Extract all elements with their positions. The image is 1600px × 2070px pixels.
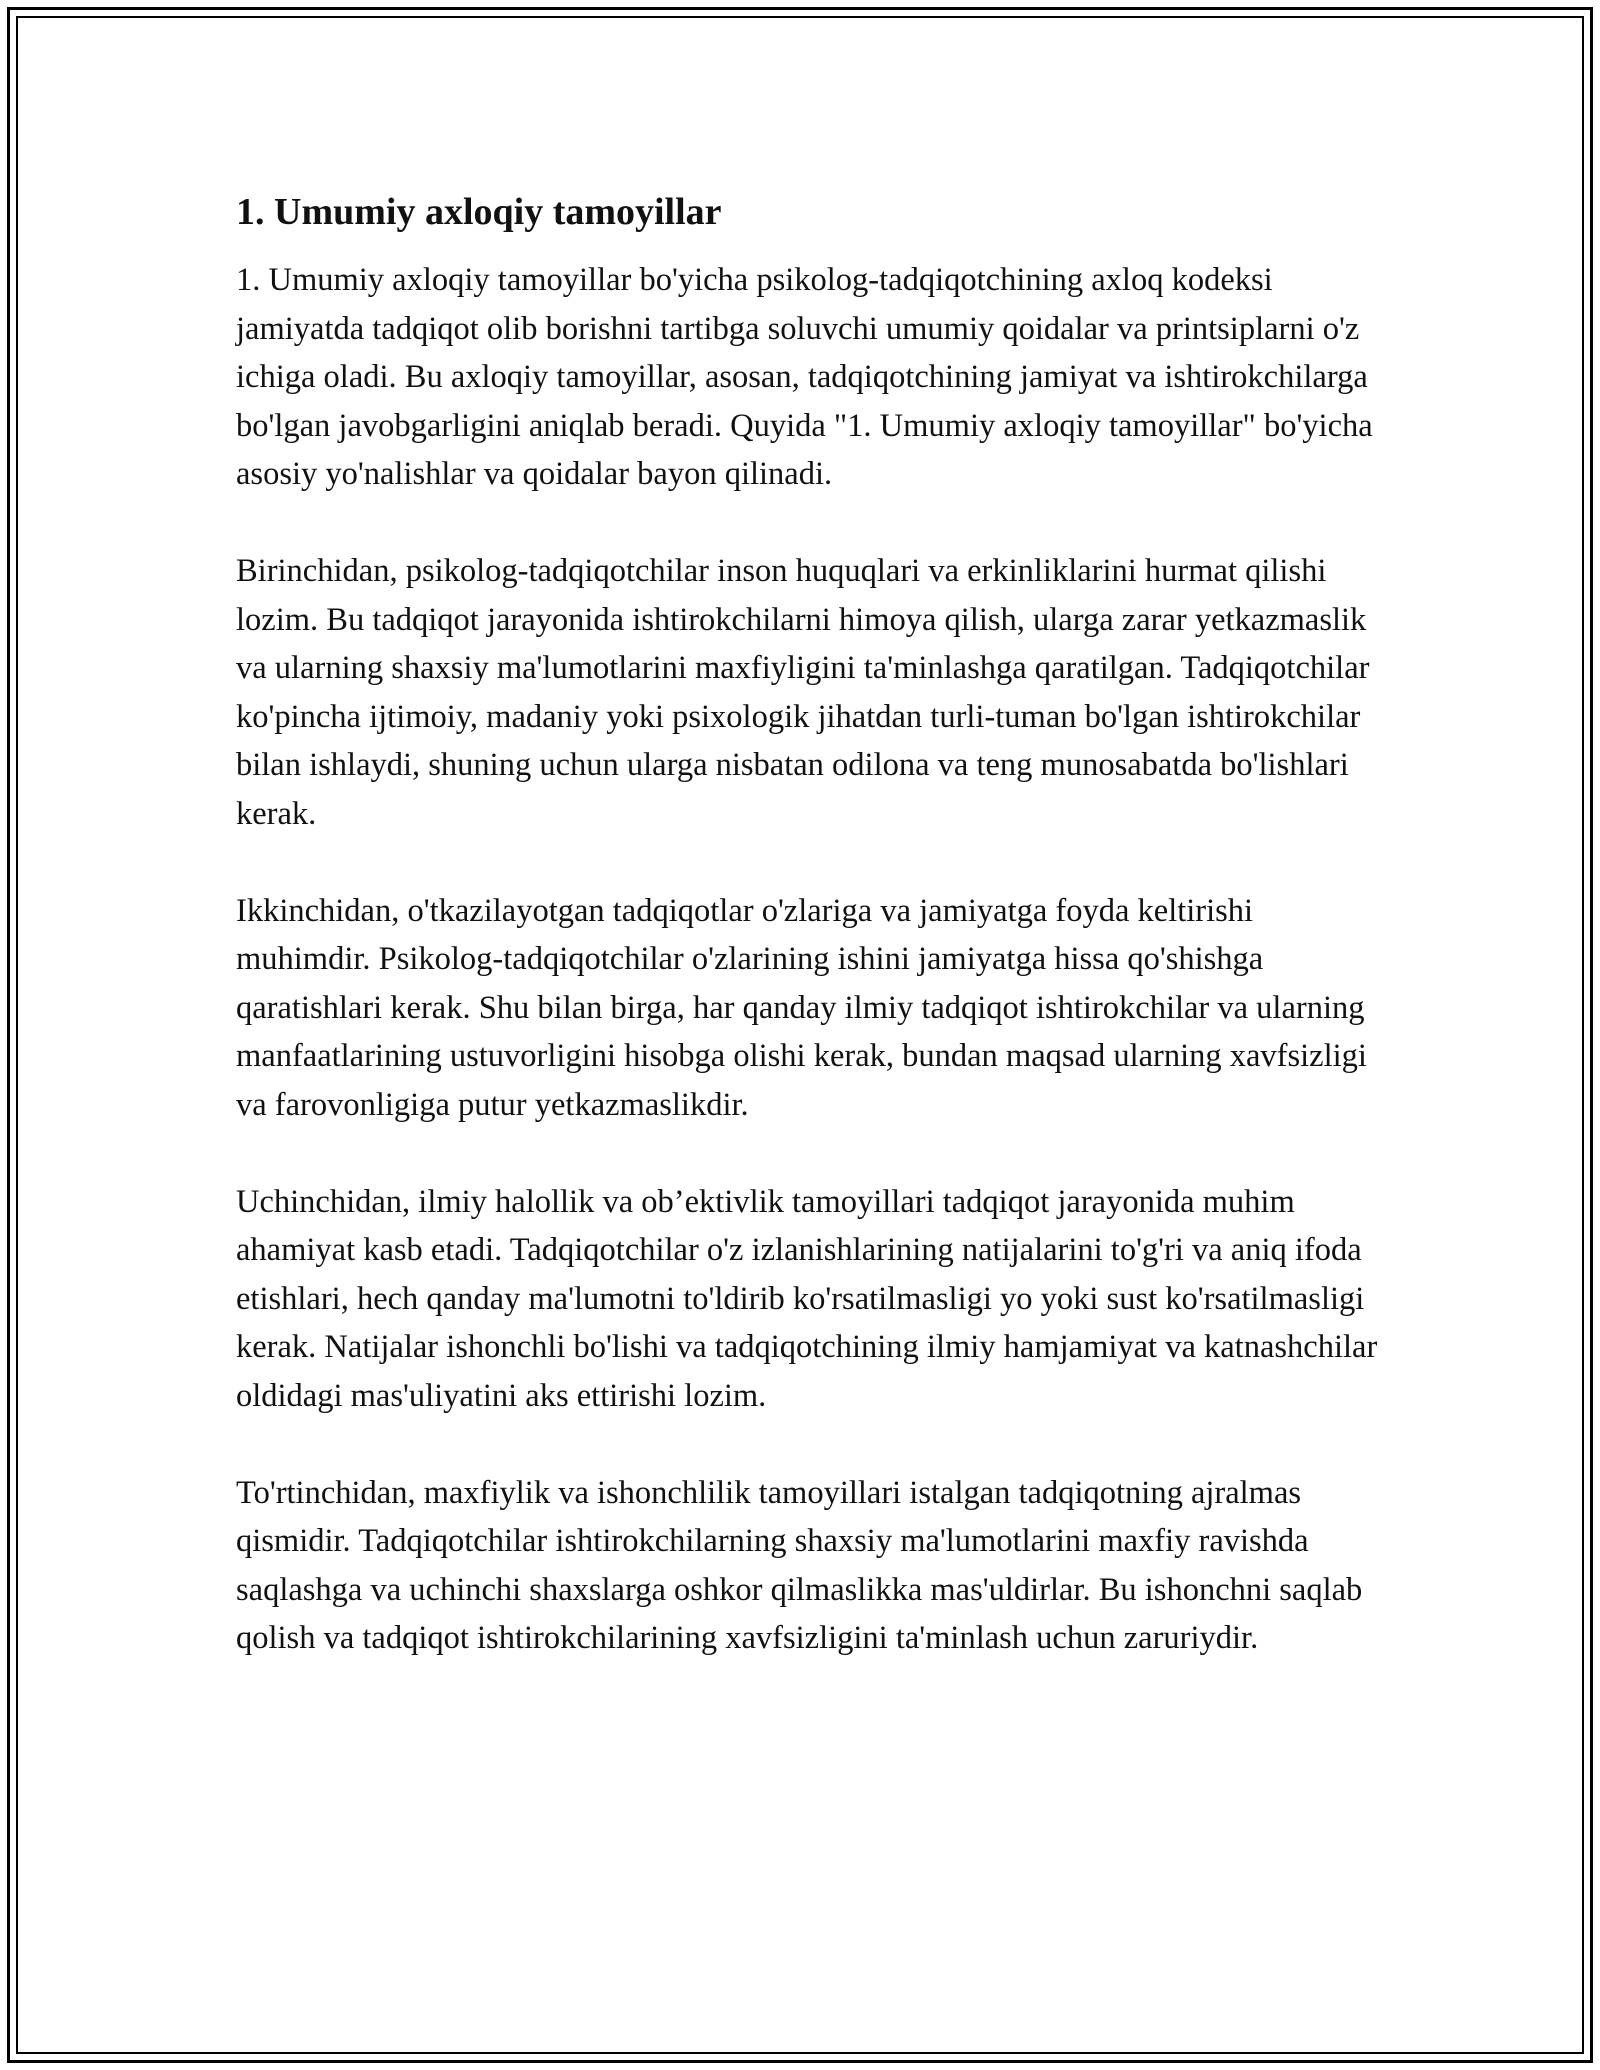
document-body [236, 188, 1386, 1663]
paragraph-second: Ikkinchidan, o'tkazilayotgan tadqiqotlar o'zlariga va jamiyatga foyda keltirishi muhimdir. Psikolog-tadqiqotchilar o'zlarining ishini jamiyatga hissa qo'shishga qaratishlari kerak. Shu bilan birga, har qanday ilmiy tadqiqot ishtirokchilar va ularning manfaatlarining ustuvorligini hisobga olishi kerak, bundan maqsad ularning xavfsizligi va farovonligiga putur yetkazmaslikdir. [236, 892, 1367, 1123]
paragraph-third: Uchinchidan, ilmiy halollik va ob’ektivlik tamoyillari tadqiqot jarayonida muhim ahamiyat kasb etadi. Tadqiqotchilar o'z izlanishlarining natijalarini to'g'ri va aniq ifoda etishlari, hech qanday ma'lumotni to'ldirib ko'rsatilmasligi yo yoki sust ko'rsatilmasligi kerak. Natijalar ishonchli bo'lishi va tadqiqotchining ilmiy hamjamiyat va katnashchilar oldidagi mas'uliyatini aks ettirishi lozim. [236, 1183, 1378, 1414]
section-heading: 1. Umumiy axloqiy tamoyillar [236, 191, 722, 233]
paragraph-fourth: To'rtinchidan, maxfiylik va ishonchlilik tamoyillari istalgan tadqiqotning ajralmas qismidir. Tadqiqotchilar ishtirokchilarning shaxsiy ma'lumotlarini maxfiy ravishda saqlashga va uchinchi shaxslarga oshkor qilmaslikka mas'uldirlar. Bu ishonchni saqlab qolish va tadqiqot ishtirokchilarining xavfsizligini ta'minlash uchun zaruriydir. [236, 1474, 1363, 1656]
paragraph-first: Birinchidan, psikolog-tadqiqotchilar inson huquqlari va erkinliklarini hurmat qilishi lozim. Bu tadqiqot jarayonida ishtirokchilarni himoya qilish, ularga zarar yetkazmaslik va ularning shaxsiy ma'lumotlarini maxfiyligini ta'minlashga qaratilgan. Tadqiqotchilar ko'pincha ijtimoiy, madaniy yoki psixologik jihatdan turli-tuman bo'lgan ishtirokchilar bilan ishlaydi, shuning uchun ularga nisbatan odilona va teng munosabatda bo'lishlari kerak. [236, 553, 1370, 832]
paragraph-intro: 1. Umumiy axloqiy tamoyillar bo'yicha psikolog-tadqiqotchining axloq kodeksi jamiyatda tadqiqot olib borishni tartibga soluvchi umumiy qoidalar va printsiplarni o'z ichiga oladi. Bu axloqiy tamoyillar, asosan, tadqiqotchining jamiyat va ishtirokchilarga bo'lgan javobgarligini aniqlab beradi. Quyida "1. Umumiy axloqiy tamoyillar" bo'yicha asosiy yo'nalishlar va qoidalar bayon qilinadi. [236, 262, 1373, 492]
